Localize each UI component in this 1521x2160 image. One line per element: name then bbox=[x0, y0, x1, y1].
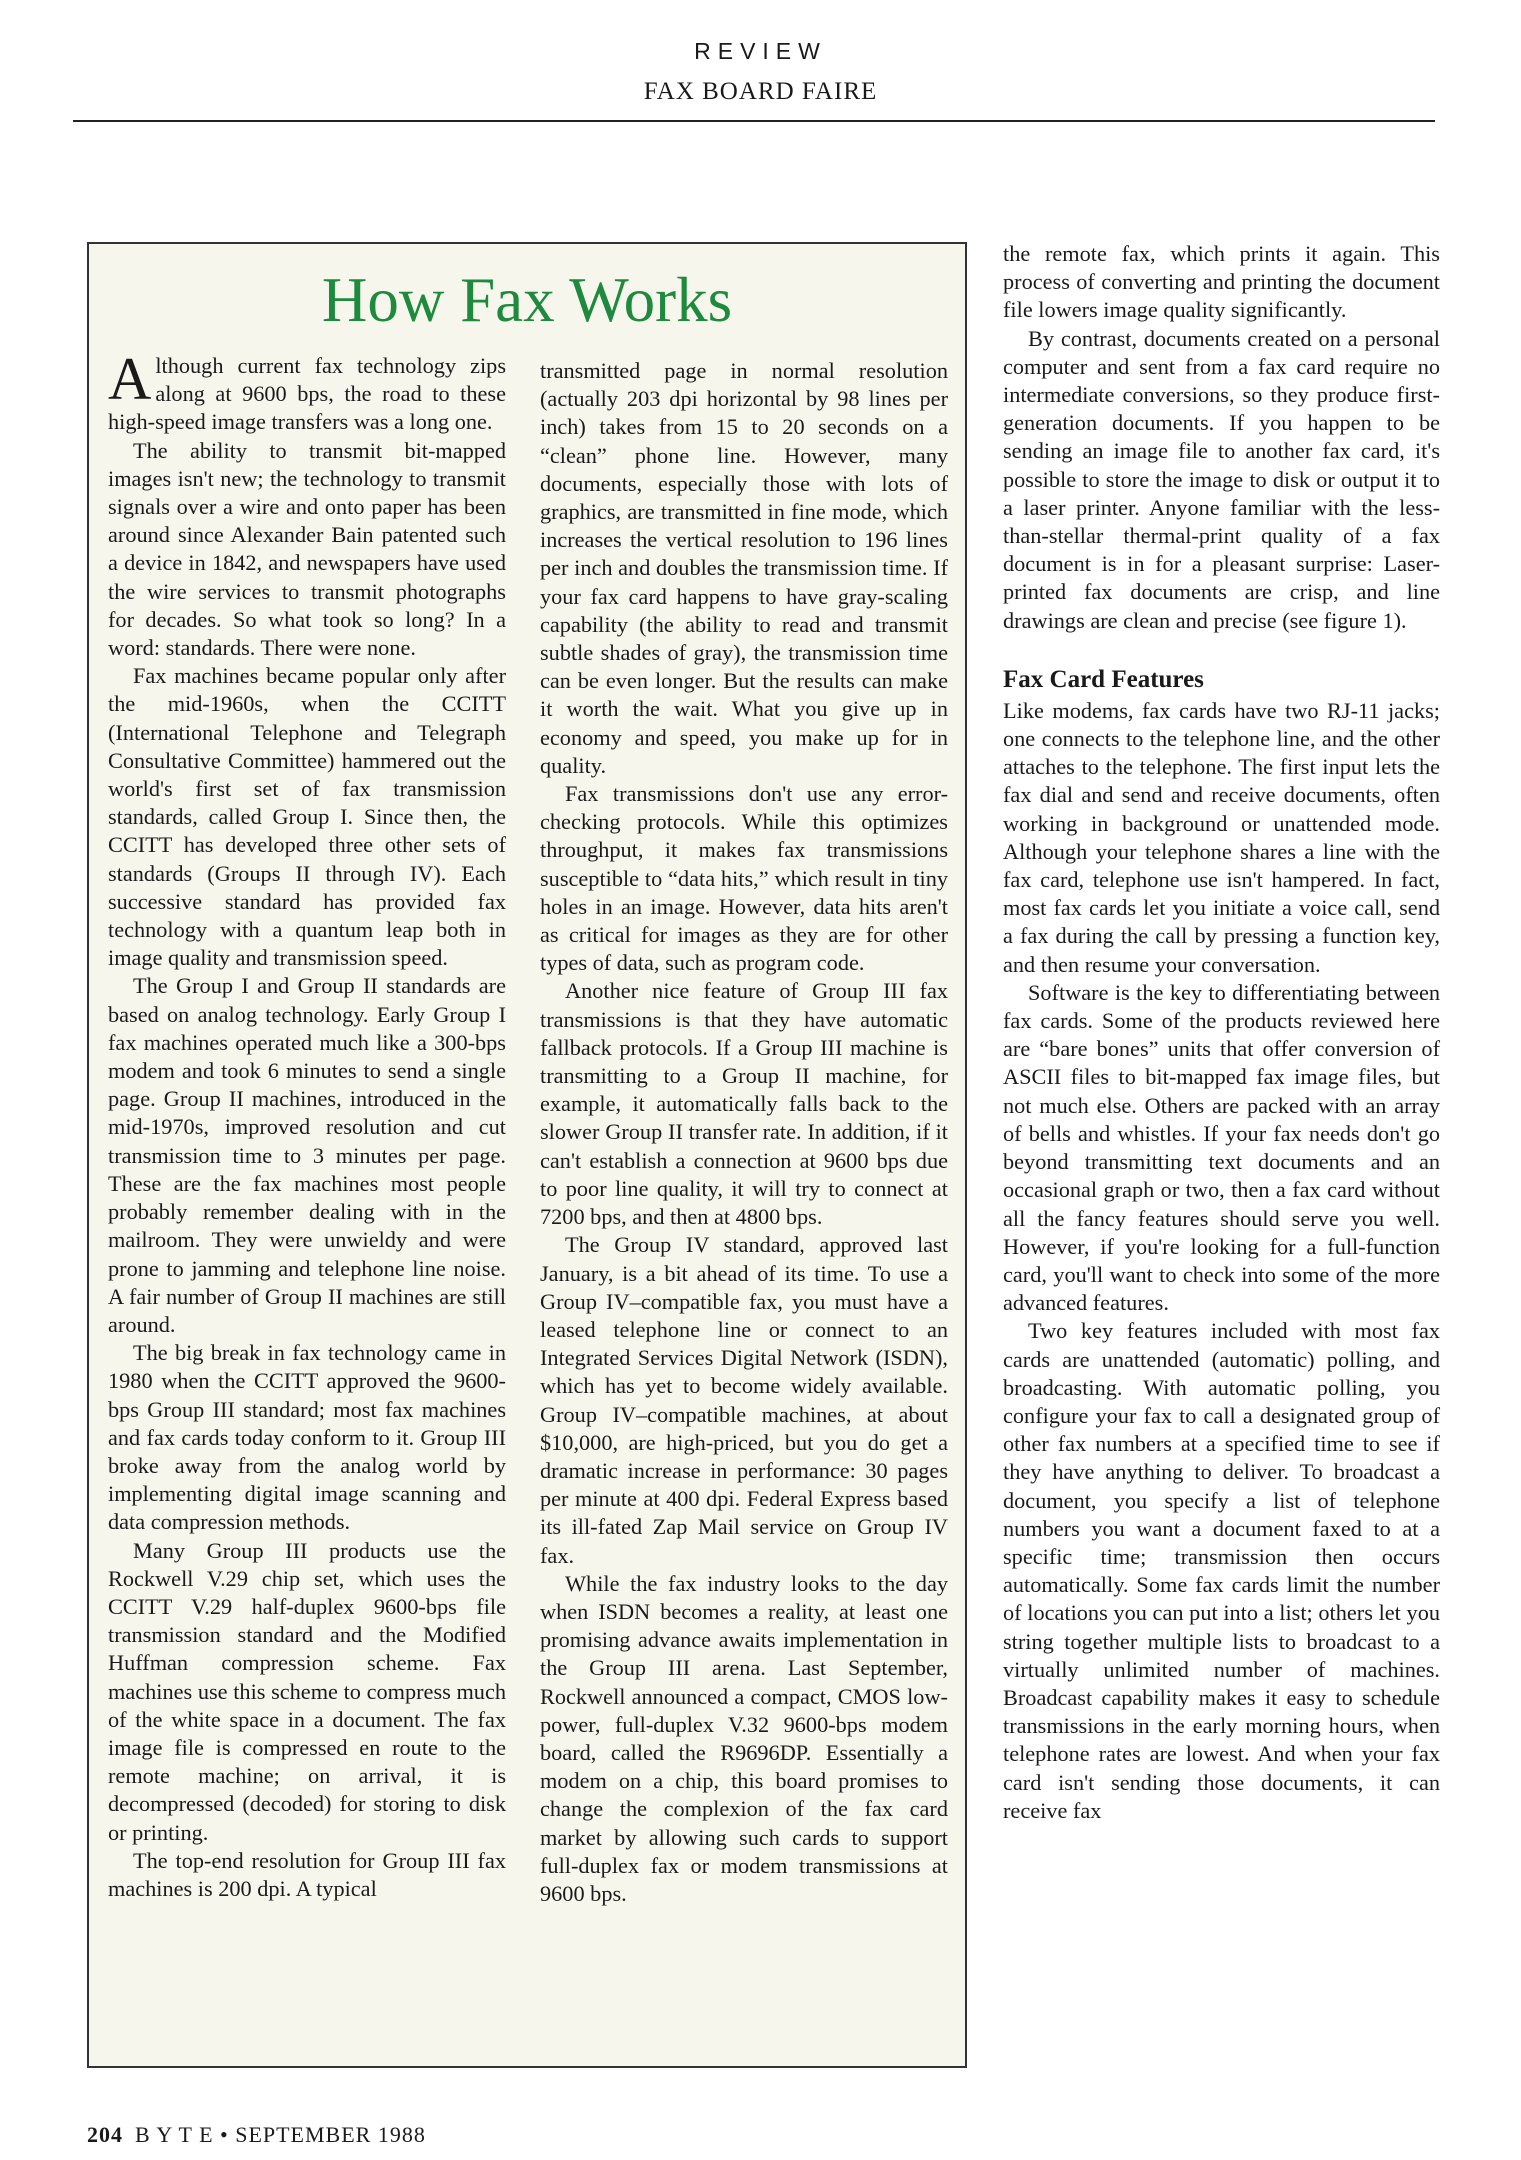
paragraph: transmitted page in normal resolution (actually 203 dpi horizontal by 98 lines per inch) takes from 15 to 20 seconds on a “clean” phone line. However, many documents, especially those with lots of graphics, are transmitted in fine mode, which increases the vertical resolution to 196 lines per inch and doubles the transmission time. If your fax card happens to have gray-scaling capability (the ability to read and transmit subtle shades of gray), the transmission time can be even longer. But the results can make it worth the wait. What you give up in economy and speed, you make up for in quality. bbox=[540, 358, 948, 778]
paragraph: Two key features included with most fax cards are unattended (automatic) polling, and broadcasting. With automatic polling, you configure your fax to call a designated group of other fax numbers at a specified time to see if they have anything to deliver. To broadcast a document, you specify a list of telephone numbers you want a document faxed to at a specific time; transmission then occurs automatically. Some fax cards limit the number of locations you can put into a list; others let you string together multiple lists to broadcast to a virtually unlimited number of machines. Broadcast capability makes it easy to schedule transmissions in the early morning hours, when telephone rates are lowest. And when your fax card isn't sending those documents, it can receive fax bbox=[1003, 1318, 1440, 1823]
paragraph: Fax transmissions don't use any error-checking protocols. While this optimizes throughput, it makes fax transmissions susceptible to “data hits,” which result in tiny holes in an image. However, data hits aren't as critical for images as they are for other types of data, such as program code. bbox=[540, 781, 948, 976]
sidebar-title: How Fax Works bbox=[321, 265, 733, 335]
running-title: FAX BOARD FAIRE bbox=[643, 78, 878, 105]
section-subhead: Fax Card Features bbox=[1003, 665, 1204, 693]
section-kicker: REVIEW bbox=[694, 38, 827, 64]
paragraph: Another nice feature of Group III fax transmissions is that they have automatic fallback protocols. If a Group III machine is transmitting to a Group II machine, for example, it automatically falls back to the slower Group II transfer rate. In addition, if it can't establish a connection at 9600 bps due to poor line quality, it will try to connect at 7200 bps, and then at 4800 bps. bbox=[540, 978, 948, 1230]
paragraph: Fax machines became popular only after the mid-1960s, when the CCITT (International Telephone and Telegraph Consultative Committee) hammered out the world's first set of fax transmission standards, called Group I. Since then, the CCITT has developed three other sets of standards (Groups II through IV). Each successive standard has provided fax technology with a quantum leap both in image quality and transmission speed. bbox=[108, 663, 506, 971]
publication-line: B Y T E • SEPTEMBER 1988 bbox=[135, 2122, 426, 2147]
paragraph: The ability to transmit bit-mapped images isn't new; the technology to transmit signals over a wire and onto paper has been around since Alexander Bain patented such a device in 1842, and newspapers have used the wire services to transmit photographs for decades. So what took so long? In a word: standards. There were none. bbox=[108, 437, 506, 661]
paragraph: Software is the key to differentiating between fax cards. Some of the products reviewed here are “bare bones” units that offer conversion of ASCII files to bit-mapped fax image files, but not much else. Others are packed with an array of bells and whistles. If your fax needs don't go beyond transmitting text documents and an occasional graph or two, then a fax card without all the fancy features should serve you well. However, if you're looking for a full-function card, you'll want to check into some of the more advanced features. bbox=[1003, 979, 1440, 1316]
sidebar-column-2 bbox=[540, 357, 948, 1908]
paragraph: By contrast, documents created on a personal computer and sent from a fax card require no intermediate conversions, so they produce first-generation documents. If you happen to be sending an image file to another fax card, it's possible to store the image to disk or output it to a laser printer. Anyone familiar with the less-than-stellar thermal-print quality of a fax document is in for a pleasant surprise: Laser-printed fax documents are crisp, and line drawings are clean and precise (see figure 1). bbox=[1003, 325, 1440, 633]
paragraph bbox=[108, 346, 506, 437]
header-rule bbox=[73, 120, 1435, 122]
paragraph: Many Group III products use the Rockwell V.29 chip set, which uses the CCITT V.29 half-duplex 9600-bps file transmission standard and the Modified Huffman compression scheme. Fax machines use this scheme to compress much of the white space in a document. The fax image file is compressed en route to the remote machine; on arrival, it is decompressed (decoded) for storing to disk or printing. bbox=[108, 1537, 506, 1845]
paragraph: the remote fax, which prints it again. This process of converting and printing the document file lowers image quality significantly. bbox=[1003, 241, 1440, 323]
page-number: 204 bbox=[87, 2122, 123, 2147]
paragraph: The big break in fax technology came in 1980 when the CCITT approved the 9600-bps Group III standard; most fax machines and fax cards today conform to it. Group III broke away from the analog world by implementing digital image scanning and data compression methods. bbox=[108, 1340, 506, 1535]
sidebar-box bbox=[87, 242, 967, 2068]
paragraph: The top-end resolution for Group III fax machines is 200 dpi. A typical bbox=[108, 1847, 506, 1901]
paragraph: The Group IV standard, approved last January, is a bit ahead of its time. To use a Group IV–compatible fax, you must have a leased telephone line or connect to an Integrated Services Digital Network (ISDN), which has yet to become widely available. Group IV–compatible machines, at about $10,000, are high-priced, but you do get a dramatic increase in performance: 30 pages per minute at 400 dpi. Federal Express based its ill-fated Zap Mail service on Group IV fax. bbox=[540, 1232, 948, 1568]
drop-cap: A bbox=[108, 346, 152, 412]
page-footer bbox=[87, 2122, 426, 2148]
main-column bbox=[1003, 240, 1440, 1825]
paragraph: The Group I and Group II standards are based on analog technology. Early Group I fax machines operated much like a 300-bps modem and took 6 minutes to send a single page. Group II machines, introduced in the mid-1970s, improved resolution and cut transmission time to 3 minutes per page. These are the fax machines most people probably remember dealing with in the mailroom. They were unwieldy and were prone to jamming and telephone line noise. A fair number of Group II machines are still around. bbox=[108, 973, 506, 1337]
sidebar-column-1 bbox=[108, 346, 506, 1903]
paragraph: While the fax industry looks to the day when ISDN becomes a reality, at least one promising advance awaits implementation in the Group III arena. Last September, Rockwell announced a compact, CMOS low-power, full-duplex V.32 9600-bps modem board, called the R9696DP. Essentially a modem on a chip, this board promises to change the complexion of the fax card market by allowing such cards to support full-duplex fax or modem transmissions at 9600 bps. bbox=[540, 1570, 948, 1906]
paragraph: Like modems, fax cards have two RJ-11 jacks; one connects to the telephone line, and the other attaches to the telephone. The first input lets the fax dial and send and receive documents, often working in background or unattended mode. Although your telephone shares a line with the fax card, telephone use isn't hampered. In fact, most fax cards let you initiate a voice call, send a fax during the call by pressing a function key, and then resume your conversation. bbox=[1003, 697, 1440, 977]
paragraph-text: lthough current fax technology zips along at 9600 bps, the road to these high-speed image transfers was a long one. bbox=[108, 353, 506, 435]
